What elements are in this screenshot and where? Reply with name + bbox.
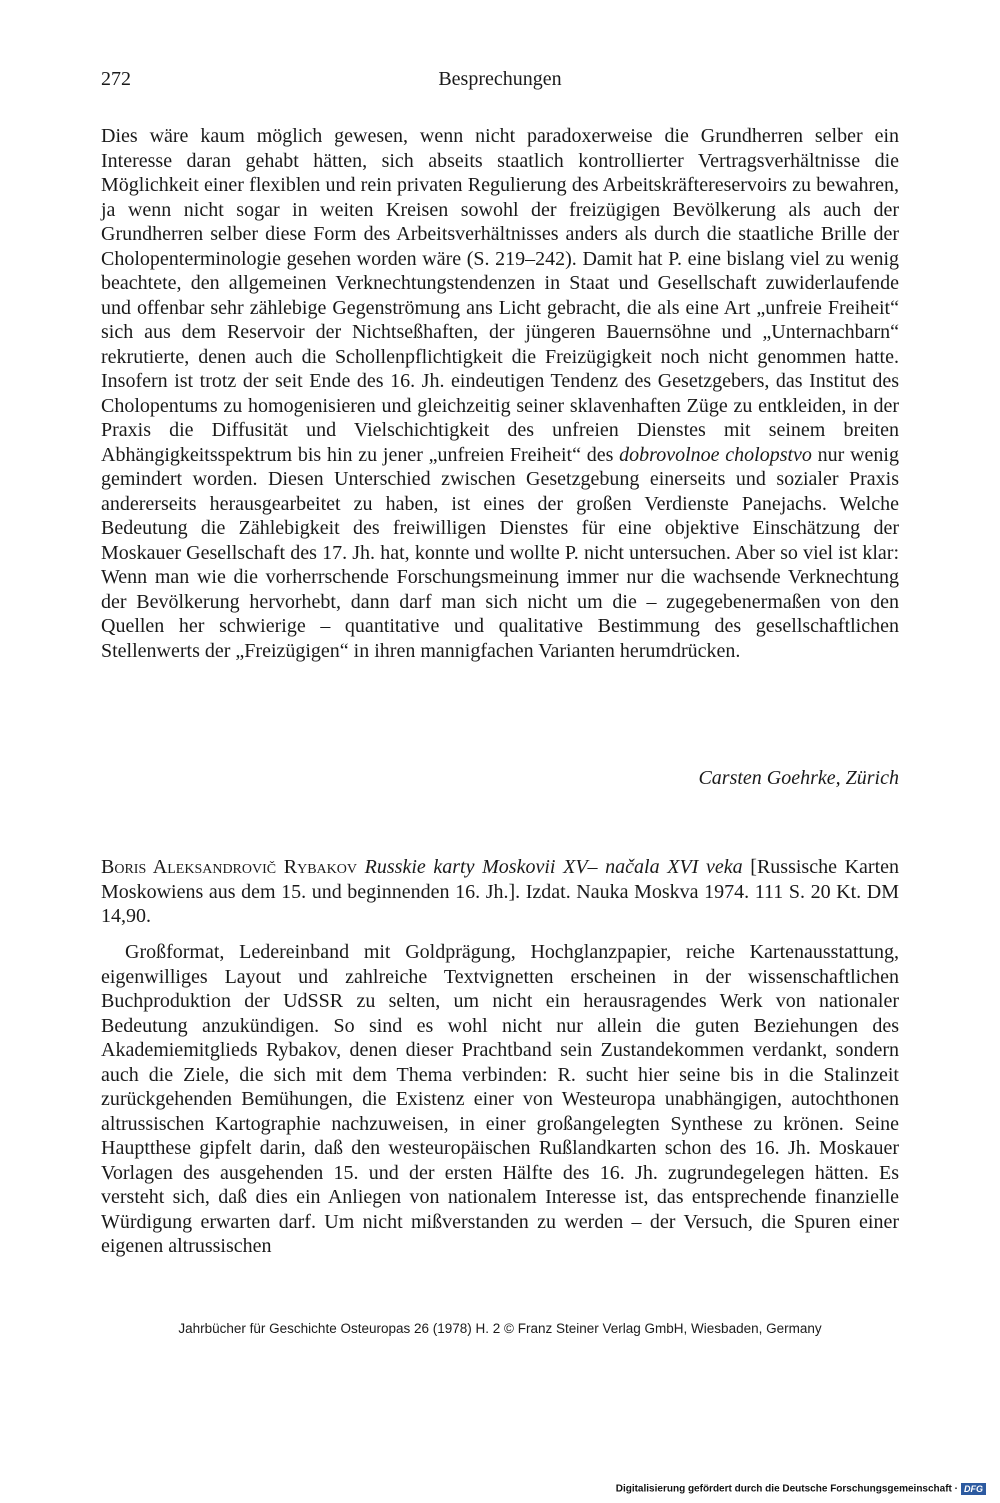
reviewer-signature: Carsten Goehrke, Zürich xyxy=(698,767,899,789)
book-title: Russkie karty Moskovii XV– načala XVI veka xyxy=(364,856,743,878)
paragraph-text-continued: nur wenig gemindert worden. Diesen Unterschied zwischen Gesetzgebung einerseits und sozialer Praxis andererseits herausgearbeitet zu haben, ist eines der großen Verdienste Panejachs. Welche Bedeutung die Zählebigkeit des freiwilligen Dienstes für eine objektive Einschätzung der Moskauer Gesellschaft des 17. Jh. hat, konnte und wollte P. nicht untersuchen. Aber so viel ist klar: Wenn man wie die vorherrschende Forschungsmeinung immer nur die wachsende Verknechtung der Bevölkerung hervorhebt, dann darf man sich nicht um die – zugegebenermaßen von den Quellen her schwierige – quantitative und qualitative Bestimmung des gesellschaftlichen Stellenwerts der „Freizügigen“ in ihren mannigfachen Varianten herumdrücken. xyxy=(101,443,899,662)
review-paragraph-2: Großformat, Ledereinband mit Goldprägung, Hochglanzpapier, reiche Kartenausstattung, eigenwilliges Layout und zahlreiche Textvignetten erscheinen in der wissenschaftlichen Buchproduktion der UdSSR zu selten, um nicht ein herausragendes Werk von nationaler Bedeutung anzukündigen. So sind es wohl nicht nur allein die guten Beziehungen des Akademiemitglieds Rybakov, denen dieser Prachtband sein Zustandekommen verdankt, sondern auch die Ziele, die sich mit dem Thema verbinden: R. sucht hier seine bis in die Stalinzeit zurückgehenden Bemühungen, die Existenz einer von Westeuropa unabhängigen, autochthonen altrussischen Kartographie nachzuweisen, in einer großangelegten Synthese zu krönen. Seine Hauptthese gipfelt darin, daß den westeuropäischen Rußlandkarten schon des 16. Jh. Moskauer Vorlagen des ausgehenden 15. und der ersten Hälfte des 16. Jh. zugrundegelegen hätten. Es versteht sich, daß dies ein Anliegen von nationalem Interesse ist, das entsprechende finanzielle Würdigung erwarten darf. Um nicht mißverstanden zu werden – der Versuch, die Spuren einer eigenen altrussischen xyxy=(101,941,899,1257)
running-head: Besprechungen xyxy=(438,68,562,90)
bibliographic-details: [Russische Karten Moskowiens aus dem 15. und beginnenden 16. Jh.]. Izdat. Nauka Moskva 1974. 111 S. 20 Kt. DM 14,90. xyxy=(101,856,900,927)
digitization-note xyxy=(616,1483,986,1495)
paragraph-text: Dies wäre kaum möglich gewesen, wenn nicht paradoxerweise die Grundherren selber ein Interesse daran gehabt hätten, sich abseits staatlich kontrollierter Vertragsverhältnisse die Möglichkeit einer flexiblen und rein privaten Regulierung des Arbeitskräftereservoirs zu bewahren, ja wenn nicht sogar in weiten Kreisen sowohl der freizügigen Bevölkerung als auch der Grundherren selber diese Form des Arbeitsverhältnisses anders als durch die staatliche Brille der Cholopenterminologie gesehen worden wäre (S. 219–242). Damit hat P. eine bislang viel zu wenig beachtete, den allgemeinen Verknechtungstendenzen in Staat und Gesellschaft zuwiderlaufende und offenbar sehr zählebige Gegenströmung ans Licht gebracht, die als eine Art „unfreie Freiheit“ sich aus dem Reservoir der Nichtseßhaften, der jüngeren Bauernsöhne und „Unternachbarn“ rekrutierte, denen auch die Schollenpflichtigkeit die Freizügigkeit noch nicht genommen hatte. Insofern ist trotz der seit Ende des 16. Jh. eindeutigen Tendenz des Gesetzgebers, das Institut des Cholopentums zu homogenisieren und gleichzeitig seiner sklavenhaften Züge zu entkleiden, in der Praxis die Diffusität und Vielschichtigkeit des unfreien Dienstes mit seinem breiten Abhängigkeitsspektrum bis hin zu jener „unfreien Freiheit“ des xyxy=(101,125,899,466)
dfg-logo: DFG xyxy=(961,1483,986,1495)
review-paragraph-1 xyxy=(101,124,899,663)
digitization-text: Digitalisierung gefördert durch die Deutsche Forschungsgemeinschaft · xyxy=(615,1483,958,1495)
page-number: 272 xyxy=(101,68,131,90)
book-author: Boris Aleksandrovič Rybakov xyxy=(101,856,357,878)
journal-footer: Jahrbücher für Geschichte Osteuropas 26 (1978) H. 2 © Franz Steiner Verlag GmbH, Wiesbaden, Germany xyxy=(178,1321,822,1336)
book-citation xyxy=(101,855,899,929)
italic-term: dobrovolnoe cholopstvo xyxy=(619,443,812,466)
